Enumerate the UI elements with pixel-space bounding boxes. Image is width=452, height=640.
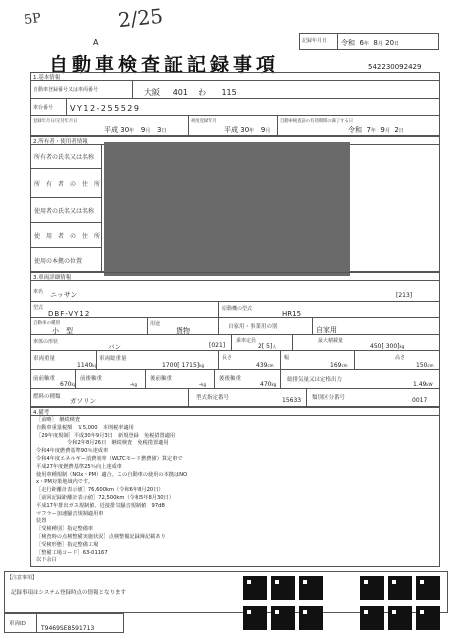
rule <box>30 388 440 389</box>
type-approval-value: 15633 <box>282 397 302 404</box>
rear-front-axle-value: -kg <box>199 381 207 388</box>
remark-line: 令和2年8月26日 継続検査 免税措置適用 <box>36 440 169 447</box>
remark-line: 使用車種規制（NOx・PM）適合。この自動車の使用の本拠はNO <box>36 471 188 478</box>
qr-code-icon <box>360 606 384 630</box>
kind-value: 小 型 <box>52 327 73 335</box>
rule <box>30 168 101 169</box>
width-value: 169cm <box>330 362 348 369</box>
rule <box>218 301 219 317</box>
length-value: 439cm <box>256 362 274 369</box>
rule <box>30 301 440 302</box>
rule <box>30 350 440 351</box>
maker-value: ニッサン <box>50 291 78 299</box>
rule <box>188 115 189 136</box>
rule <box>218 317 219 334</box>
rule <box>132 80 133 98</box>
rule <box>218 350 219 369</box>
rule <box>312 317 313 334</box>
rear-rear-axle-label: 後後軸重 <box>219 376 242 382</box>
vehicle-id-label: 車両ID <box>9 621 26 627</box>
qr-code-icon <box>243 576 267 600</box>
remark-line: 平成27年度燃費基準25％向上達成車 <box>36 463 122 470</box>
first-registration-date: 平成 30年 9月 3日 <box>104 126 167 134</box>
body-label: 車体の形状 <box>33 339 59 345</box>
qr-code-icon <box>388 576 412 600</box>
remark-line: ［整備工場コード］63-01167 <box>36 549 108 556</box>
front-rear-axle-label: 前後軸重 <box>80 376 103 382</box>
width-label: 幅 <box>284 355 290 361</box>
section-1-heading: 1.基本情報 <box>33 75 61 81</box>
rule <box>36 613 37 633</box>
qr-code-icon <box>388 606 412 630</box>
weight-value: 1140kg <box>77 362 98 369</box>
first-year-label: 初度登録年月 <box>191 119 217 124</box>
rule <box>145 369 146 388</box>
serial-number: 542230092429 <box>368 63 422 71</box>
vehicle-id-value: T9469SE8591713 <box>41 625 95 632</box>
section-4-heading: 4.備考 <box>33 410 50 416</box>
use-label: 用途 <box>150 321 161 327</box>
body-code: [021] <box>209 342 226 349</box>
displacement-value: 1.49kW <box>413 381 433 388</box>
remark-line: ［29年度規制］平成30年9月3日 新規登録 免税措置適用 <box>36 432 176 439</box>
engine-value: HR15 <box>282 310 302 318</box>
section-3-heading: 3.車両詳細情報 <box>33 275 72 281</box>
record-date-label: 記録年月日 <box>302 38 328 44</box>
remark-line: ［検査時の点検整備実施状況］点検整備記録簿記載あり <box>36 533 166 540</box>
expiry-date: 令和 7年 9月 2日 <box>348 126 404 134</box>
height-value: 150cm <box>416 362 434 369</box>
owner-name-label: 所有者の氏名又は名称 <box>34 154 95 161</box>
rule <box>30 369 440 370</box>
rear-front-axle-label: 後前軸重 <box>150 376 173 382</box>
rule <box>66 98 67 115</box>
qr-code-icon <box>271 606 295 630</box>
base-location-label: 使用の本拠の位置 <box>34 258 83 265</box>
handwritten-note-center: 2/25 <box>116 3 165 33</box>
model-value: DBF-VY12 <box>48 310 91 318</box>
plate-number: 大阪 401 わ 115 <box>144 88 237 97</box>
record-date-value: 令和 6年 8月 20日 <box>341 39 400 47</box>
rule <box>30 334 440 335</box>
rule <box>30 415 440 416</box>
qr-code-icon <box>271 576 295 600</box>
remark-line: 自動車重量税額 ￥5,000 本則税率適用 <box>36 424 134 431</box>
front-rear-axle-value: -kg <box>130 381 138 388</box>
category-value: 0017 <box>412 397 428 404</box>
owner-address-label: 所 有 者 の 住 所 <box>34 181 101 188</box>
redacted-owner-block <box>104 142 350 276</box>
rule <box>96 350 97 369</box>
engine-label: 原動機の型式 <box>222 306 253 312</box>
notice-text: 記録事項はシステム登録時点の情報となります <box>11 590 126 596</box>
fuel-label: 燃料の種類 <box>33 394 61 400</box>
user-name-label: 使用者の氏名又は名称 <box>34 208 95 215</box>
rule <box>231 334 232 350</box>
qr-code-icon <box>360 576 384 600</box>
rule <box>214 369 215 388</box>
rule <box>30 247 101 248</box>
section-vehicle-details <box>30 272 440 407</box>
record-date-divider <box>337 33 338 50</box>
remarks-list <box>36 417 187 565</box>
chassis-number: VY12-255529 <box>70 104 141 113</box>
rule <box>30 197 101 198</box>
document-title: 自動車検査証記録事項 <box>49 54 280 76</box>
remark-line: 令和4年度燃費基準90％達成車 <box>36 448 109 455</box>
remark-line: ［走行距離計表示値］76,600km（令和6年8月20日） <box>36 487 164 494</box>
rule <box>277 115 278 136</box>
remark-line: ［受検種別］指定整備車 <box>36 526 94 533</box>
type-approval-label: 型式指定番号 <box>196 395 230 401</box>
gross-weight-value: 1700[ 1715]kg <box>162 362 204 369</box>
gross-weight-label: 車両総重量 <box>99 356 127 362</box>
height-label: 高さ <box>395 355 406 361</box>
rule <box>75 369 76 388</box>
rule <box>292 334 293 350</box>
rule <box>188 388 189 407</box>
rule <box>30 80 440 81</box>
qr-code-icon <box>299 576 323 600</box>
remark-line: 令和4年度エネルギー消費効率（WLTCモード燃費値）算定車で <box>36 455 183 462</box>
business-label: 自家用・事業用の別 <box>228 324 278 330</box>
capacity-value: 2[ 5]人 <box>258 343 277 350</box>
max-load-value: 450[ 300]kg <box>370 343 405 350</box>
plate-label: 自動車登録番号又は車両番号 <box>33 87 99 93</box>
rule <box>101 144 102 272</box>
rule <box>306 388 307 407</box>
expiry-label: 自動車検査証の有効期間の満了する日 <box>280 119 354 124</box>
business-value: 自家用 <box>316 326 337 334</box>
remark-line: 装置 <box>36 518 47 525</box>
handwritten-note-left: 5P <box>23 10 42 29</box>
qr-code-icon <box>243 606 267 630</box>
use-value: 貨物 <box>176 327 190 335</box>
maker-label: 車名 <box>33 289 44 295</box>
fuel-value: ガソリン <box>70 397 96 405</box>
qr-code-icon <box>299 606 323 630</box>
rule <box>280 350 281 369</box>
section-2-heading: 2.所有者・使用者情報 <box>33 139 88 145</box>
displacement-label: 総排気量又は定格出力 <box>287 377 343 383</box>
remark-line: ［受検形態］指定整備工場 <box>36 541 99 548</box>
first-year-value: 平成 30年 9月 <box>224 126 271 134</box>
front-front-axle-label: 前前軸重 <box>33 376 56 382</box>
remark-line: 平成17年排出ガス規制値、近接排気騒音規制値 97dB <box>36 502 165 509</box>
kind-label: 自動車の種別 <box>33 321 60 326</box>
qr-code-icon <box>416 606 440 630</box>
front-front-axle-value: 670kg <box>60 381 77 388</box>
capacity-label: 乗車定員 <box>236 338 257 344</box>
remark-line: マフラー加速騒音規制適用車 <box>36 510 104 517</box>
rule <box>30 115 440 116</box>
rule <box>30 280 440 281</box>
maker-code: [213] <box>396 292 413 299</box>
weight-label: 車両重量 <box>33 356 56 362</box>
chassis-label: 車台番号 <box>33 105 54 111</box>
rear-rear-axle-value: 470kg <box>260 381 277 388</box>
rule <box>147 317 148 334</box>
remark-line: x・PM対策地域内です。 <box>36 479 93 486</box>
rule <box>30 98 440 99</box>
qr-code-icon <box>416 576 440 600</box>
rule <box>354 350 355 369</box>
remark-line: ［前略］ 継続検査 <box>36 417 81 423</box>
user-address-label: 使 用 者 の 住 所 <box>34 233 101 240</box>
remark-line: 以下余白 <box>36 557 57 564</box>
length-label: 長さ <box>222 355 233 361</box>
notice-label: 【注意事項】 <box>7 575 38 581</box>
rule <box>280 369 281 388</box>
rule <box>30 222 101 223</box>
first-registration-label: 登録年月日/交付年月日 <box>33 119 78 124</box>
remark-line: ［前回記録距離計表示値］72,500km（令和5年8月30日） <box>36 494 174 501</box>
rule <box>30 317 440 318</box>
max-load-label: 最大積載量 <box>318 338 344 344</box>
body-value: バン <box>108 343 121 351</box>
corner-letter: A <box>93 38 99 47</box>
category-label: 類別区分番号 <box>312 395 346 401</box>
model-label: 型式 <box>33 305 44 311</box>
